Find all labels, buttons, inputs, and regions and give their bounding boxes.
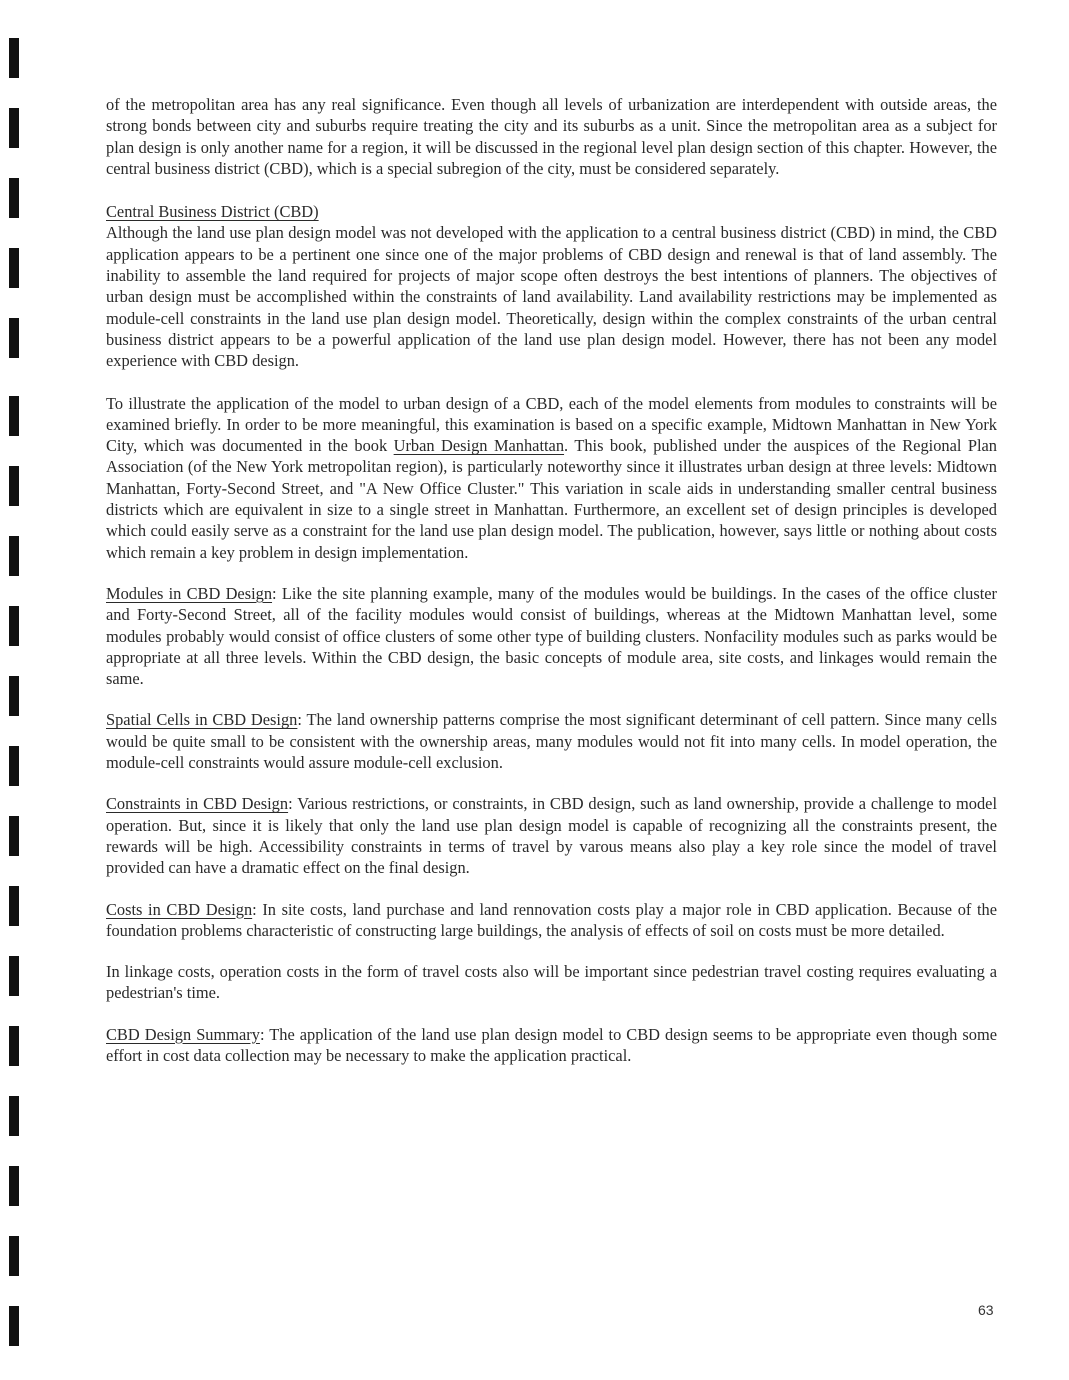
section-summary: CBD Design Summary: The application of the land use plan design model to CBD design seems to be appropriate even though some effort in cost data collection may be necessary to make the application practical. [106, 1024, 997, 1065]
binding-mark [9, 746, 19, 786]
binding-mark [9, 318, 19, 358]
heading-text: Central Business District (CBD) [106, 202, 319, 222]
binding-mark [9, 108, 19, 148]
binding-mark [9, 38, 19, 78]
paragraph: of the metropolitan area has any real significance. Even though all levels of urbanization are interdependent with outside areas, the strong bonds between city and suburbs require treating the city and its suburbs as a unit. Since the metropolitan area as a subject for plan design is only another name for a region, it will be discussed in the regional level plan design section of this chapter. However, the central business district (CBD), which is a special subregion of the city, must be considered separately. [106, 95, 997, 178]
binding-mark [9, 248, 19, 288]
heading-cells: Spatial Cells in CBD Design [106, 710, 298, 730]
illustration-rest: This book, published under the auspices of the Regional Plan Association (of the New York metropolitan region), is particularly noteworthy since it illustrates urban design at three levels: Midtown Manhattan, Forty-Second Street, and "A New Office Cluster." This variation in scale aids in understanding smaller central business districts which are equivalent in size to a single street in Manhattan. Furthermore, an excellent set of design principles is developed which could easily serve as a constraint for the land use plan design model. The publication, however, says little or nothing about costs which remain a key problem in design implementation. [106, 436, 998, 562]
binding-mark [9, 886, 19, 926]
binding-mark [9, 178, 19, 218]
paragraph-illustration: To illustrate the application of the model to urban design of a CBD, each of the model elements from modules to constraints will be examined briefly. In order to be more meaningful, this examination is based on a specific example, Midtown Manhattan in New York City, which was documented in the book Urban Design Manhattan. This book, published under the auspices of the Regional Plan Association (of the New York metropolitan region), is particularly noteworthy since it illustrates urban design at three levels: Midtown Manhattan, Forty-Second Street, and "A New Office Cluster." This variation in scale aids in understanding smaller central business districts which are equivalent in size to a single street in Manhattan. Furthermore, an excellent set of design principles is developed which could easily serve as a constraint for the land use plan design model. The publication, however, says little or nothing about costs which remain a key problem in design implementation. [106, 393, 998, 562]
illustration-intro: To illustrate the application of the model to urban design of a CBD, each of the model elements from modules to constraints will be examined briefly. In order to be more meaningful, this examination is based on a specific example, Midtown Manhattan in New York City, which was documented in the book [106, 393, 997, 456]
heading-modules: Modules in CBD Design [106, 583, 273, 603]
paragraph: Although the land use plan design model was not developed with the application to a central business district (CBD) in mind, the CBD application appears to be a pertinent one since one of the major problems of CBD design and renewal is that of land assembly. The inability to assemble the land required for projects of major scope often destroys the best intentions of planners. The objectives of urban design must be accomplished within the constraints of land availability. Land availability restrictions may be implemented as module-cell constraints in the land use plan design model. Theoretically, design within the complex constraints of the urban central business district appears to be a powerful application of the land use plan design model. However, there has not been any model experience with CBD design. [106, 223, 997, 371]
section-body: The application of the land use plan design model to CBD design seems to be appropriate even though some effort in cost data collection may be necessary to make the application practical. [106, 1024, 997, 1065]
binding-mark [9, 676, 19, 716]
section-body: In site costs, land purchase and land rennovation costs play a major role in CBD application. Because of the foundation problems characteristic of constructing large buildings, the analysis of effects of soil on costs must be more detailed. [106, 899, 997, 940]
heading-summary: CBD Design Summary [106, 1024, 260, 1044]
heading-constraints: Constraints in CBD Design [106, 794, 289, 814]
binding-mark [9, 536, 19, 576]
section-modules: Modules in CBD Design: Like the site planning example, many of the modules would be buildings. In the cases of the office cluster and Forty-Second Street, all of the facility modules would consist of buildings, whereas at the Midtown Manhattan level, some modules probably would consist of office clusters of some other type of building clusters. Nonfacility modules such as parks would be appropriate at all three levels. Within the CBD design, the basic concepts of module area, site costs, and linkages would remain the same. [106, 583, 998, 689]
binding-mark [9, 1096, 19, 1136]
section-body: Like the site planning example, many of the modules would be buildings. In the cases of the office cluster and Forty-Second Street, all of the facility modules would consist of buildings, whereas at the Midtown Manhattan level, some modules probably would consist of office clusters of some other type of building clusters. Nonfacility modules such as parks would be appropriate at all three levels. Within the CBD design, the basic concepts of module area, site costs, and linkages would remain the same. [106, 583, 998, 689]
heading-costs: Costs in CBD Design [106, 899, 253, 919]
paragraph-linkage: In linkage costs, operation costs in the form of travel costs also will be important since pedestrian travel costing requires evaluating a pedestrian's time. [106, 962, 997, 1003]
section-constraints: Constraints in CBD Design: Various restrictions, or constraints, in CBD design, such as land ownership, provide a challenge to model operation. But, since it is likely that only the land use plan design model is capable of recognizing all the constraints present, the rewards will be high. Accessibility constraints in terms of travel by varous means also play a key role since the model of travel provided can have a dramatic effect on the final design. [106, 794, 998, 878]
section-body: Various restrictions, or constraints, in CBD design, such as land ownership, provide a challenge to model operation. But, since it is likely that only the land use plan design model is capable of recognizing all the constraints present, the rewards will be high. Accessibility constraints in terms of travel by varous means also play a key role since the model of travel provided can have a dramatic effect on the final design. [106, 794, 998, 878]
binding-mark [9, 396, 19, 436]
binding-mark [9, 1026, 19, 1066]
binding-marks [0, 0, 30, 1380]
section-costs: Costs in CBD Design: In site costs, land purchase and land rennovation costs play a major role in CBD application. Because of the foundation problems characteristic of constructing large buildings, the analysis of effects of soil on costs must be more detailed. [106, 899, 997, 940]
binding-mark [9, 956, 19, 996]
binding-mark [9, 466, 19, 506]
binding-mark [9, 816, 19, 856]
page-number: 63 [978, 1302, 994, 1318]
binding-mark [9, 1306, 19, 1346]
binding-mark [9, 1236, 19, 1276]
section-cells: Spatial Cells in CBD Design: The land ownership patterns comprise the most significant determinant of cell pattern. Since many cells would be quite small to be consistent with the ownership areas, many modules would not fit into many cells. In model operation, the module-cell constraints would assure module-cell exclusion. [106, 710, 997, 773]
page-body [106, 94, 997, 1086]
binding-mark [9, 606, 19, 646]
section-heading-cbd [106, 201, 997, 222]
section-body: The land ownership patterns comprise the most significant determinant of cell pattern. Since many cells would be quite small to be consistent with the ownership areas, many modules would not fit into many cells. In model operation, the module-cell constraints would assure module-cell exclusion. [106, 710, 997, 773]
binding-mark [9, 1166, 19, 1206]
book-title: Urban Design Manhattan [393, 436, 565, 456]
